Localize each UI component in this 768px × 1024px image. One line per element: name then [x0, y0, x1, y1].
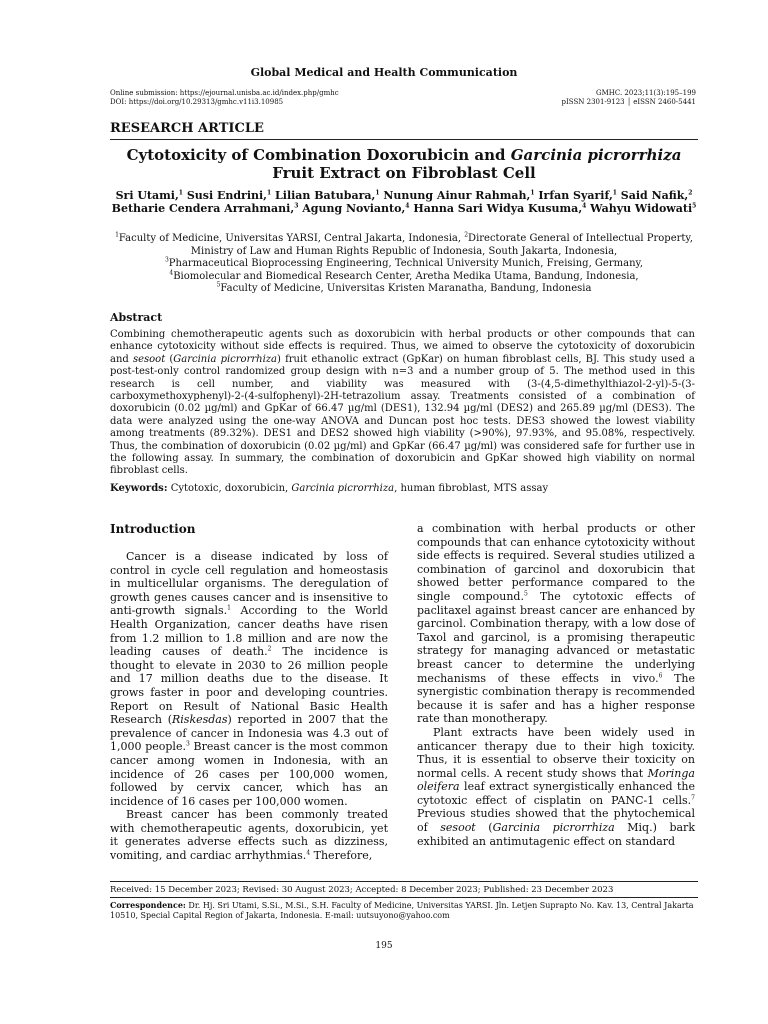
- abstract-text: Combining chemotherapeutic agents such as doxorubicin with herbal products or other compounds that can enhance cytotoxicity without side effects is required. Thus, we aimed to observe the cytotoxicity of doxorubicin and sesoot (Garcinia picrorrhiza) fruit ethanolic extract (GpKar) on human fibroblast cells, BJ. This study used a post-test-only control randomized group design with n=3 and a number group of 5. The method used in this research is cell number, and viability was measured with (3-(4,5-dimethylthiazol-2-yl)-5-(3-carboxymethoxyphenyl)-2-(4-sulfophenyl)-2H-tetrazolium assay. Treatments consisted of a combination of doxorubicin (0.02 µg/ml) and GpKar of 66.47 µg/ml (DES1), 132.94 µg/ml (DES2) and 265.89 µg/ml (DES3). The data were analyzed using the one-way ANOVA and Duncan post hoc tests. DES3 showed the lowest viability among treatments (89.32%). DES1 and DES2 showed high viability (>90%), 97.93%, and 95.08%, respectively. Thus, the combination of doxorubicin (0.02 µg/ml) and GpKar (66.47 µg/ml) was considered safe for further use in the following assay. In summary, the combination of doxorubicin and GpKar showed high viability on normal fibroblast cells.: [110, 329, 695, 477]
- citation-info: [562, 89, 696, 107]
- title-part: Cytotoxicity of Combination Doxorubicin and: [126, 146, 511, 164]
- paragraph: Breast cancer has been commonly treated with chemotherapeutic agents, doxorubicin, yet it generates adverse effects such as dizziness, vomiting, and cardiac arrhythmias.$^4$ Therefore,: [110, 808, 388, 863]
- correspondence-label: Correspondence:: [110, 900, 186, 910]
- keywords: [110, 483, 695, 495]
- header-divider: [110, 139, 698, 140]
- title-part-end: Fruit Extract on Fibroblast Cell: [272, 164, 536, 182]
- correspondence-text: Dr. Hj. Sri Utami, S.Si., M.Si., S.H. Faculty of Medicine, Universitas YARSI. Jln. Letjen Suprapto No. Kav. 13, Central Jakarta 10510, Special Capital Region of Jakarta, Indonesia. E-mail: uutsuyono@yahoo.com: [110, 901, 694, 920]
- citation: GMHC. 2023;11(3):195–199: [596, 89, 696, 97]
- paragraph: Cancer is a disease indicated by loss of control in cycle cell regulation and homeostasis in multicellular organisms. The deregulation of growth genes causes cancer and is insensitive to anti-growth signals.$^1$ According to the World Health Organization, cancer deaths have risen from 1.2 million to 1.8 million and are now the leading causes of death.$^2$ The incidence is thought to elevate in 2030 to 26 million people and 17 million deaths due to the disease. It grows faster in poor and developing countries. Report on Result of National Basic Health Research (Riskesdas) reported in 2007 that the prevalence of cancer in Indonesia was 4.3 out of 1,000 people.$^3$ Breast cancer is the most common cancer among women in Indonesia, with an incidence of 26 cases per 100,000 women, followed by cervix cancer, which has an incidence of 16 cases per 100,000 women.: [110, 550, 389, 808]
- keywords-label: Keywords:: [110, 483, 168, 494]
- introduction-heading: Introduction: [110, 522, 196, 536]
- paragraph: Plant extracts have been widely used in anticancer therapy due to their high toxicity. Thus, it is essential to observe their toxicity on normal cells. A recent study shows that Moringa oleifera leaf extract synergistically enhanced the cytotoxic effect of cisplatin on PANC-1 cells.$^7$ Previous studies showed that the phytochemical of sesoot (Garcinia picrorrhiza Miq.) bark exhibited an antimutagenic effect on standard: [417, 725, 695, 848]
- abstract-heading: Abstract: [110, 311, 163, 324]
- article-type: RESEARCH ARTICLE: [110, 121, 264, 136]
- article-title: [110, 146, 698, 182]
- received-dates: Received: 15 December 2023; Revised: 30 August 2023; Accepted: 8 December 2023; Published: 23 December 2023: [110, 885, 614, 895]
- doi-link[interactable]: DOI: https://doi.org/10.29313/gmhc.v11i3.10985: [110, 98, 284, 106]
- paragraph: a combination with herbal products or other compounds that can enhance cytotoxicity without side effects is required. Several studies utilized a combination of garcinol and doxorubicin that showed better performance compared to the single compound.$^5$ The cytotoxic effects of paclitaxel against breast cancer are enhanced by garcinol. Combination therapy, with a low dose of Taxol and garcinol, is a promising therapeutic strategy for managing advanced or metastatic breast cancer to determine the underlying mechanisms of these effects in vivo.$^6$ The synergistic combination therapy is recommended because it is safer and has a higher response rate than monotherapy.: [417, 522, 695, 726]
- affiliations: $^1$Faculty of Medicine, Universitas YARSI, Central Jakarta, Indonesia, $^2$Directorate General of Intellectual Property, Ministry of Law and Human Rights Republic of Indonesia, South Jakarta, Indonesia, $^3$Pharmaceutical Bioprocessing Engineering, Technical University Munich, Freising, Germany, $^4$Biomolecular and Biomedical Research Center, Aretha Medika Utama, Bandung, Indonesia, $^5$Faculty of Medicine, Universitas Kristen Maranatha, Bandung, Indonesia: [115, 231, 693, 294]
- page-number: 195: [375, 941, 393, 951]
- right-column: [417, 522, 695, 848]
- online-submission-link[interactable]: Online submission: https://ejournal.unisba.ac.id/index.php/gmhc: [110, 89, 339, 97]
- authors: Sri Utami,$^1$ Susi Endrini,$^1$ Lilian Batubara,$^1$ Nunung Ainur Rahmah,$^1$ Irfan Syarif,$^1$ Said Nafik,$^2$ Betharie Cendera Arrahmani,$^3$ Agung Novianto,$^4$ Hanna Sari Widya Kusuma,$^4$ Wahyu Widowati$^5$: [111, 189, 697, 215]
- journal-name: Global Medical and Health Communication: [250, 66, 518, 79]
- footer-divider: [110, 881, 698, 882]
- submission-info: [110, 89, 339, 107]
- keywords-list: Cytotoxic, doxorubicin, Garcinia picrorrhiza, human fibroblast, MTS assay: [167, 483, 549, 494]
- issn: pISSN 2301-9123 │ eISSN 2460-5441: [561, 98, 696, 106]
- footer-divider-2: [110, 897, 698, 898]
- title-species: Garcinia picrorrhiza: [510, 146, 682, 164]
- left-column: [110, 550, 388, 863]
- correspondence: [110, 900, 698, 921]
